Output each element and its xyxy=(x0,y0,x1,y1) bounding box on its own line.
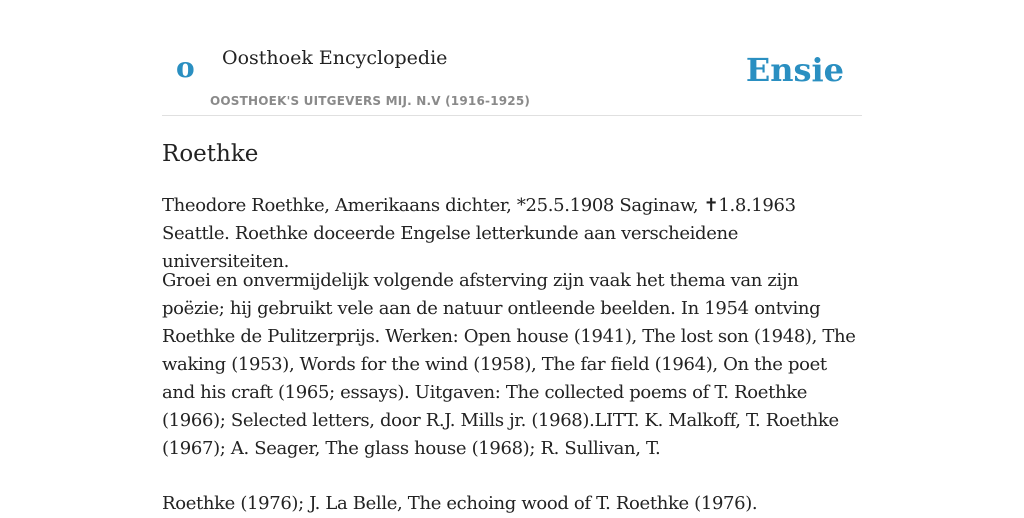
page-container xyxy=(162,0,862,514)
article-paragraph: Theodore Roethke, Amerikaans dichter, *25.5.1908 Saginaw, ✝1.8.1963 Seattle. Roethke doceerde Engelse letterkunde aan verscheidene universiteiten. xyxy=(162,195,796,272)
site-title[interactable]: Oosthoek Encyclopedie xyxy=(222,47,448,69)
site-header xyxy=(162,0,862,116)
article-title: Roethke xyxy=(162,141,259,167)
logo-icon[interactable]: o xyxy=(176,51,195,84)
article-paragraph: Roethke (1976); J. La Belle, The echoing wood of T. Roethke (1976). xyxy=(162,493,758,514)
publisher-subtitle: OOSTHOEK'S UITGEVERS MIJ. N.V (1916-1925) xyxy=(210,94,531,108)
article-paragraph: Groei en onvermijdelijk volgende afsterving zijn vaak het thema van zijn poëzie; hij gebruikt vele aan de natuur ontleende beelden. In 1954 ontving Roethke de Pulitzerprijs. Werken: Open house (1941), The lost son (1948), The waking (1953), Words for the wind (1958), The far field (1964), On the poet and his craft (1965; essays). Uitgaven: The collected poems of T. Roethke (1966); Selected letters, door R.J. Mills jr. (1968).LITT. K. Malkoff, T. Roethke (1967); A. Seager, The glass house (1968); R. Sullivan, T. xyxy=(162,270,856,459)
brand-link[interactable]: Ensie xyxy=(745,51,844,89)
